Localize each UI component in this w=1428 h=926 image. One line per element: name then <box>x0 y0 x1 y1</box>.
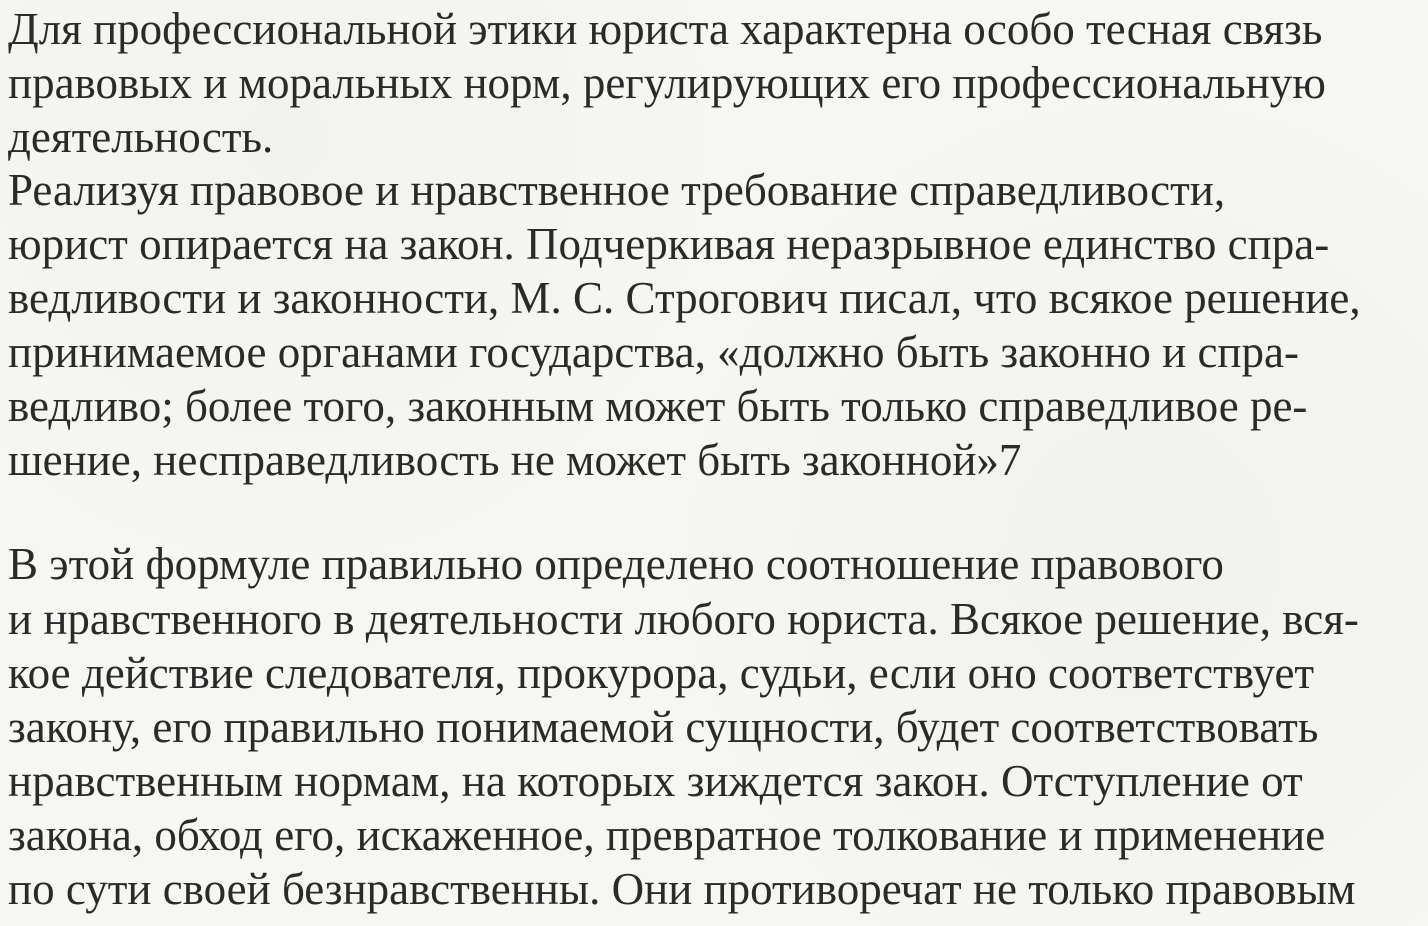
text-line: деятельность. <box>8 112 274 162</box>
text-line: закона, обход его, искаженное, превратное толкование и применение <box>8 810 1326 860</box>
text-line: юрист опирается на закон. Подчеркивая неразрывное единство спра- <box>8 219 1330 269</box>
text-line: ведливости и законности, М. С. Строгович писал, что всякое решение, <box>8 273 1361 323</box>
text-line: нравственным нормам, на которых зиждется закон. Отступление от <box>8 756 1303 806</box>
text-line: и нравственного в деятельности любого юриста. Всякое решение, вся- <box>8 594 1359 644</box>
text-line: Для профессиональной этики юриста характерна особо тесная связь <box>8 4 1323 54</box>
text-line: принимаемое органами государства, «должно быть законно и спра- <box>8 327 1299 377</box>
text-line: кое действие следователя, прокурора, судьи, если оно соответствует <box>8 648 1315 698</box>
text-line: по сути своей безнравственны. Они противоречат не только правовым <box>8 864 1356 914</box>
text-line: шение, несправедливость не может быть законной»7 <box>8 435 1022 485</box>
text-line: закону, его правильно понимаемой сущности, будет соответствовать <box>8 702 1319 752</box>
text-line: правовых и моральных норм, регулирующих его профессиональную <box>8 58 1326 108</box>
text-line: В этой формуле правильно определено соотношение правового <box>8 539 1224 589</box>
text-line: Реализуя правовое и нравственное требование справедливости, <box>8 165 1226 215</box>
text-line: ведливо; более того, законным может быть только справедливое ре- <box>8 381 1308 431</box>
